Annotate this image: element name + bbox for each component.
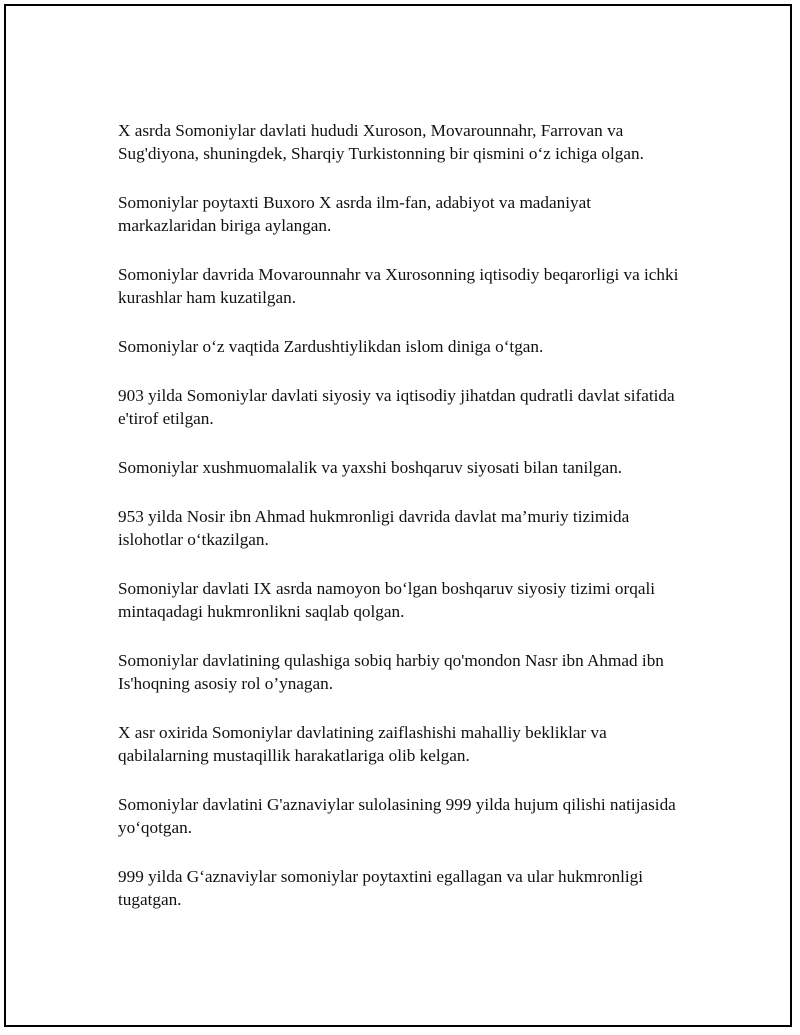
paragraph: Somoniylar davlati IX asrda namoyon bo‘lgan boshqaruv siyosiy tizimi orqali mintaqadagi hukmronlikni saqlab qolgan.	[118, 579, 656, 621]
paragraph: Somoniylar davrida Movarounnahr va Xurosonning iqtisodiy beqarorligi va ichki kurashlar ham kuzatilgan.	[118, 265, 679, 307]
paragraph: Somoniylar poytaxti Buxoro X asrda ilm-fan, adabiyot va madaniyat markazlaridan biriga aylangan.	[118, 193, 592, 235]
paragraph: X asr oxirida Somoniylar davlatining zaiflashishi mahalliy bekliklar va qabilalarning mustaqillik harakatlariga olib kelgan.	[118, 723, 607, 765]
document-body	[118, 119, 693, 937]
paragraph: 999 yilda G‘aznaviylar somoniylar poytaxtini egallagan va ular hukmronligi tugatgan.	[118, 867, 644, 909]
paragraph: Somoniylar o‘z vaqtida Zardushtiylikdan islom diniga o‘tgan.	[118, 337, 544, 356]
paragraph: X asrda Somoniylar davlati hududi Xuroson, Movarounnahr, Farrovan va Sug'diyona, shuningdek, Sharqiy Turkistonning bir qismini o‘z ichiga olgan.	[118, 121, 644, 163]
paragraph: 953 yilda Nosir ibn Ahmad hukmronligi davrida davlat ma’muriy tizimida islohotlar o‘tkazilgan.	[118, 507, 630, 549]
paragraph: Somoniylar xushmuomalalik va yaxshi boshqaruv siyosati bilan tanilgan.	[118, 458, 623, 477]
paragraph: 903 yilda Somoniylar davlati siyosiy va iqtisodiy jihatdan qudratli davlat sifatida e'tirof etilgan.	[118, 386, 675, 428]
paragraph: Somoniylar davlatini G'aznaviylar sulolasining 999 yilda hujum qilishi natijasida yo‘qotgan.	[118, 795, 676, 837]
paragraph: Somoniylar davlatining qulashiga sobiq harbiy qo'mondon Nasr ibn Ahmad ibn Is'hoqning asosiy rol o’ynagan.	[118, 651, 664, 693]
